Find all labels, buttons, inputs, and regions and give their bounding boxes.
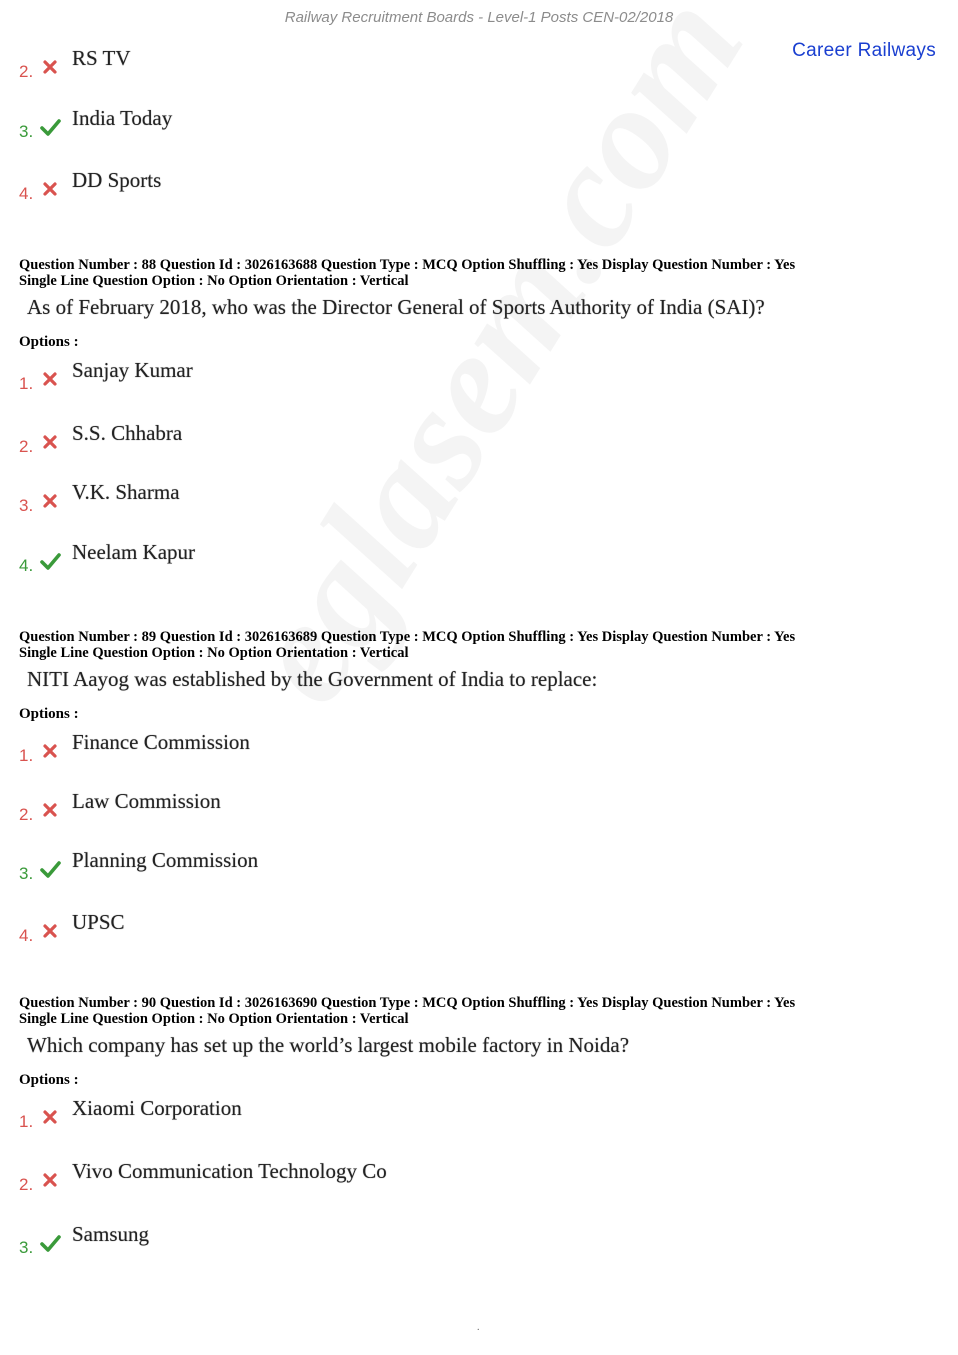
- option-number: 4.: [19, 926, 34, 945]
- question-meta-line2: Single Line Question Option : No Option Orientation : Vertical: [19, 273, 409, 289]
- options-label: Options :: [19, 1072, 79, 1088]
- option-text: Planning Commission: [72, 848, 259, 872]
- option-row: [19, 848, 719, 888]
- option-row: [19, 46, 719, 86]
- option-text: RS TV: [72, 46, 131, 70]
- option-text: India Today: [72, 106, 173, 130]
- option-row: [19, 1222, 719, 1262]
- option-row: [19, 1096, 719, 1136]
- option-number: 1.: [19, 374, 34, 393]
- cross-icon: [39, 799, 61, 821]
- question-meta-line2: Single Line Question Option : No Option Orientation : Vertical: [19, 645, 409, 661]
- option-row: [19, 168, 719, 208]
- question-meta: [19, 257, 939, 289]
- question-meta: [19, 629, 939, 661]
- option-number: 2.: [19, 62, 34, 81]
- option-number: 3.: [19, 864, 34, 883]
- option-number: 2.: [19, 437, 34, 456]
- question-meta-line1: Question Number : 90 Question Id : 3026163690 Question Type : MCQ Option Shuffling : Yes Display Question Number : Yes: [19, 995, 796, 1011]
- cross-icon: [39, 1169, 61, 1191]
- footer-mark: .: [477, 1322, 480, 1333]
- brand-label: Career Railways: [792, 40, 936, 61]
- cross-icon: [39, 368, 61, 390]
- option-number: 4.: [19, 556, 34, 575]
- cross-icon: [39, 56, 61, 78]
- question-meta-line1: Question Number : 89 Question Id : 3026163689 Question Type : MCQ Option Shuffling : Yes Display Question Number : Yes: [19, 629, 796, 645]
- check-icon: [39, 550, 61, 572]
- cross-icon: [39, 920, 61, 942]
- option-row: [19, 910, 719, 950]
- option-number: 2.: [19, 1175, 34, 1194]
- question-meta: [19, 995, 939, 1027]
- option-number: 3.: [19, 122, 34, 141]
- option-row: [19, 789, 719, 829]
- option-row: [19, 1159, 719, 1199]
- cross-icon: [39, 740, 61, 762]
- option-text: Sanjay Kumar: [72, 358, 193, 382]
- question-text: Which company has set up the world’s largest mobile factory in Noida?: [27, 1033, 630, 1057]
- cross-icon: [39, 1106, 61, 1128]
- option-row: [19, 358, 719, 398]
- option-number: 3.: [19, 1238, 34, 1257]
- option-text: Vivo Communication Technology Co: [72, 1159, 387, 1183]
- cross-icon: [39, 431, 61, 453]
- option-number: 1.: [19, 746, 34, 765]
- option-text: DD Sports: [72, 168, 162, 192]
- option-number: 2.: [19, 805, 34, 824]
- question-text: As of February 2018, who was the Director General of Sports Authority of India (SAI)?: [27, 295, 765, 319]
- check-icon: [39, 116, 61, 138]
- option-text: Neelam Kapur: [72, 540, 196, 564]
- option-number: 1.: [19, 1112, 34, 1131]
- option-text: Law Commission: [72, 789, 221, 813]
- option-text: UPSC: [72, 910, 125, 934]
- question-text: NITI Aayog was established by the Government of India to replace:: [27, 667, 598, 691]
- option-row: [19, 106, 719, 146]
- option-text: S.S. Chhabra: [72, 421, 183, 445]
- option-text: Samsung: [72, 1222, 150, 1246]
- option-number: 4.: [19, 184, 34, 203]
- option-row: [19, 540, 719, 580]
- cross-icon: [39, 178, 61, 200]
- options-label: Options :: [19, 334, 79, 350]
- question-meta-line2: Single Line Question Option : No Option Orientation : Vertical: [19, 1011, 409, 1027]
- option-text: Finance Commission: [72, 730, 250, 754]
- option-row: [19, 480, 719, 520]
- options-label: Options :: [19, 706, 79, 722]
- check-icon: [39, 1232, 61, 1254]
- option-row: [19, 421, 719, 461]
- option-text: V.K. Sharma: [72, 480, 180, 504]
- option-text: Xiaomi Corporation: [72, 1096, 242, 1120]
- cross-icon: [39, 490, 61, 512]
- option-number: 3.: [19, 496, 34, 515]
- question-meta-line1: Question Number : 88 Question Id : 3026163688 Question Type : MCQ Option Shuffling : Yes Display Question Number : Yes: [19, 257, 796, 273]
- check-icon: [39, 858, 61, 880]
- page-header-title: Railway Recruitment Boards - Level-1 Posts CEN-02/2018: [284, 9, 674, 26]
- option-row: [19, 730, 719, 770]
